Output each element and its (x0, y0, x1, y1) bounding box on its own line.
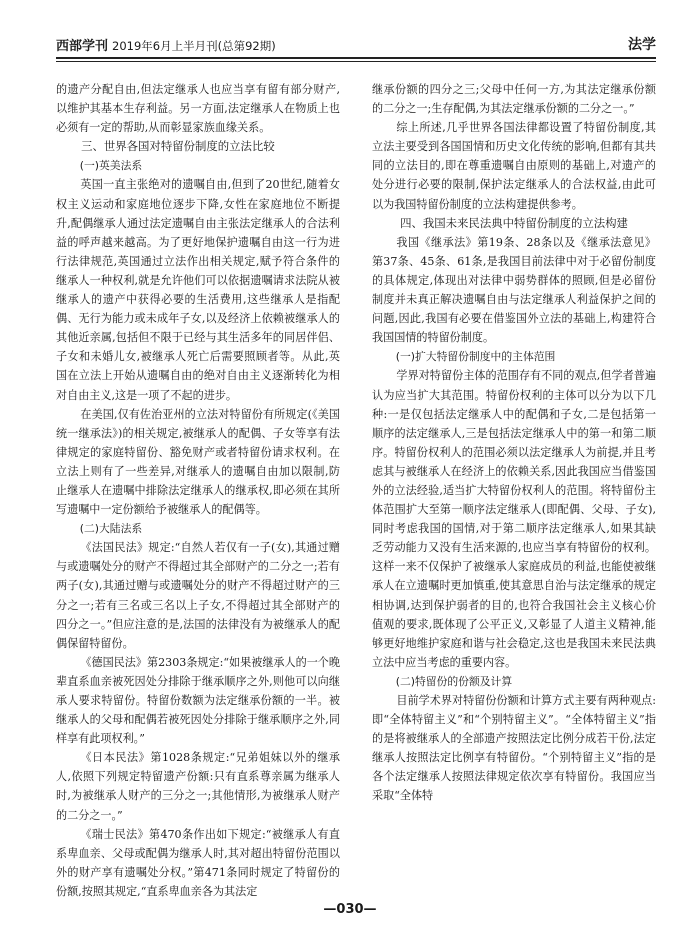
body-paragraph: 《日本民法》第1028条规定:“兄弟姐妹以外的继承人,依照下列规定特留遗产份额:只有直系尊亲属为继承人时,为被继承人财产的三分之一;其他情形,为被继承人财产的二分之一。” (56, 751, 340, 822)
header-rule (56, 57, 656, 59)
left-column (56, 80, 340, 901)
running-header (56, 30, 656, 54)
body-paragraph: 目前学术界对特留份份额和计算方式主要有两种观点:即“全体特留主义”和“个别特留主义”。“全体特留主义”指的是将被继承人的全部遗产按照法定比例分成若干份,法定继承人按照法定比例享有特留份。“个别特留主义”指的是各个法定继承人按照法律规定依次享有特留份。我国应当采取“全体特 (372, 694, 656, 803)
section-heading: 三、世界各国对特留份制度的立法比较 (81, 139, 275, 154)
body-paragraph: 《瑞士民法》第470条作出如下规定:“被继承人有直系卑血亲、父母或配偶为继承人时,其对超出特留份范围以外的财产享有遗嘱处分权。”第471条同时规定了特留份的份额,按照其规定,“直系卑血亲各为其法定 (56, 827, 340, 898)
body-paragraph: 学界对特留份主体的范围存有不同的观点,但学者普遍认为应当扩大其范围。特留份权利的主体可以分为以下几种:一是仅包括法定继承人中的配偶和子女,二是包括第一顺序的法定继承人,三是包括法定继承人中的第一和第二顺序。特留份权利人的范围必须以法定继承人为前提,并且考虑其与被继承人在经济上的依赖关系,因此我国应当借鉴国外的立法经验,适当扩大特留份权利人的范围。将特留份主体范围扩大至第一顺序法定继承人(即配偶、父母、子女),同时考虑我国的国情,对于第二顺序法定继承人,如果其缺乏劳动能力又没有生活来源的,也应当享有特留份的权利。这样一来不仅保护了被继承人家庭成员的利益,也能使被继承人在立遗嘱时更加慎重,使其意思自治与法定继承的规定相协调,达到保护弱者的目的,也符合我国社会主义核心价值观的要求,既体现了公平正义,又彰显了人道主义精神,能够更好地维护家庭和谐与社会稳定,这也是我国未来民法典立法中应当考虑的重要内容。 (372, 369, 656, 669)
body-paragraph: 《法国民法》规定:“自然人若仅有一子(女),其通过赠与或遗嘱处分的财产不得超过其全部财产的二分之一;若有两子(女),其通过赠与或遗嘱处分的财产不得超过财产的三分之一;若有三名或三名以上子女,不得超过其全部财产的四分之一。”但应注意的是,法国的法律没有为被继承人的配偶保留特留份。 (56, 541, 340, 650)
section-heading: 四、我国未来民法典中特留份制度的立法构建 (400, 215, 628, 230)
subsection-heading: (二)特留份的份额及计算 (395, 674, 513, 688)
subsection-heading: (二)大陆法系 (79, 522, 143, 536)
body-paragraph: 在美国,仅有佐治亚州的立法对特留份有所规定(《美国统一继承法》)的相关规定,被继承人的配偶、子女等享有法律规定的家庭特留份、豁免财产或者特留份请求权利。在立法上则有了一些差异,对继承人的遗嘱自由加以限制,防止继承人在遗嘱中排除法定继承人的继承权,即必须在其所写遗嘱中一定份额给予被继承人的配偶等。 (56, 407, 340, 517)
journal-title: 西部学刊 2019年6月上半月刊(总第92期) (56, 39, 276, 54)
subsection-heading: (一)扩大特留份制度中的主体范围 (395, 350, 556, 364)
body-paragraph: 综上所述,几乎世界各国法律都设置了特留份制度,其立法主要受到各国国情和历史文化传统的影响,但都有其共同的立法目的,即在尊重遗嘱自由原则的基础上,对遗产的处分进行必要的限制,保护法定继承人的合法权益,由此可以为我国特留份制度的立法构建提供参考。 (372, 121, 656, 211)
page-number: —030— (323, 902, 377, 917)
body-paragraph: 继承份额的四分之三;父母中任何一方,为其法定继承份额的二分之一;生存配偶,为其法定继承份额的二分之一。” (372, 83, 656, 116)
body-paragraph: 《德国民法》第2303条规定:“如果被继承人的一个晚辈直系血亲被死因处分排除于继承顺序之外,则他可以向继承人要求特留份。特留份数额为法定继承份额的一半。被继承人的父母和配偶若被死因处分排除于继承顺序之外,同样享有此项权利。” (56, 655, 340, 746)
body-paragraph: 英国一直主张绝对的遗嘱自由,但到了20世纪,随着女权主义运动和家庭地位逐步下降,女性在家庭地位不断提升,配偶继承人通过法定遗嘱自由主张法定继承人的合法利益的呼声越来越高。为了更好地保护遗嘱自由这一行为进行法律规范,英国通过立法作出相关规定,赋予符合条件的继承人一种权利,就是允许他们可以依据遗嘱请求法院从被继承人的遗产中获得必要的生活费用,这些继承人是指配偶、无行为能力或未成年子女,以及经济上依赖被继承人的其他近亲属,包括但不限于已经与其生活多年的同居伴侣、子女和未婚儿女,被继承人死亡后需要照顾者等。从此,英国在立法上开始从遗嘱自由的绝对自由主义逐渐转化为相对自由主义,这是一项了不起的进步。 (56, 178, 340, 402)
body-paragraph: 的遗产分配自由,但法定继承人也应当享有留有部分财产,以维护其基本生存利益。另一方面,法定继承人在物质上也必须有一定的帮助,从而彰显家族血缘关系。 (56, 83, 340, 135)
section-label: 法学 (628, 37, 656, 53)
header-rule-thin (56, 61, 656, 62)
right-column (372, 80, 656, 806)
subsection-heading: (一)英美法系 (79, 159, 143, 173)
issue-info: 2019年6月上半月刊(总第92期) (112, 39, 276, 53)
body-paragraph: 我国《继承法》第19条、28条以及《继承法意见》第37条、45条、61条,是我国目前法律中对于必留份制度的具体规定,体现出对法律中弱势群体的照顾,但是必留份制度并未真正解决遗嘱自由与法定继承人利益保护之间的问题,因此,我国有必要在借鉴国外立法的基础上,构建符合我国国情的特留份制度。 (372, 235, 656, 345)
